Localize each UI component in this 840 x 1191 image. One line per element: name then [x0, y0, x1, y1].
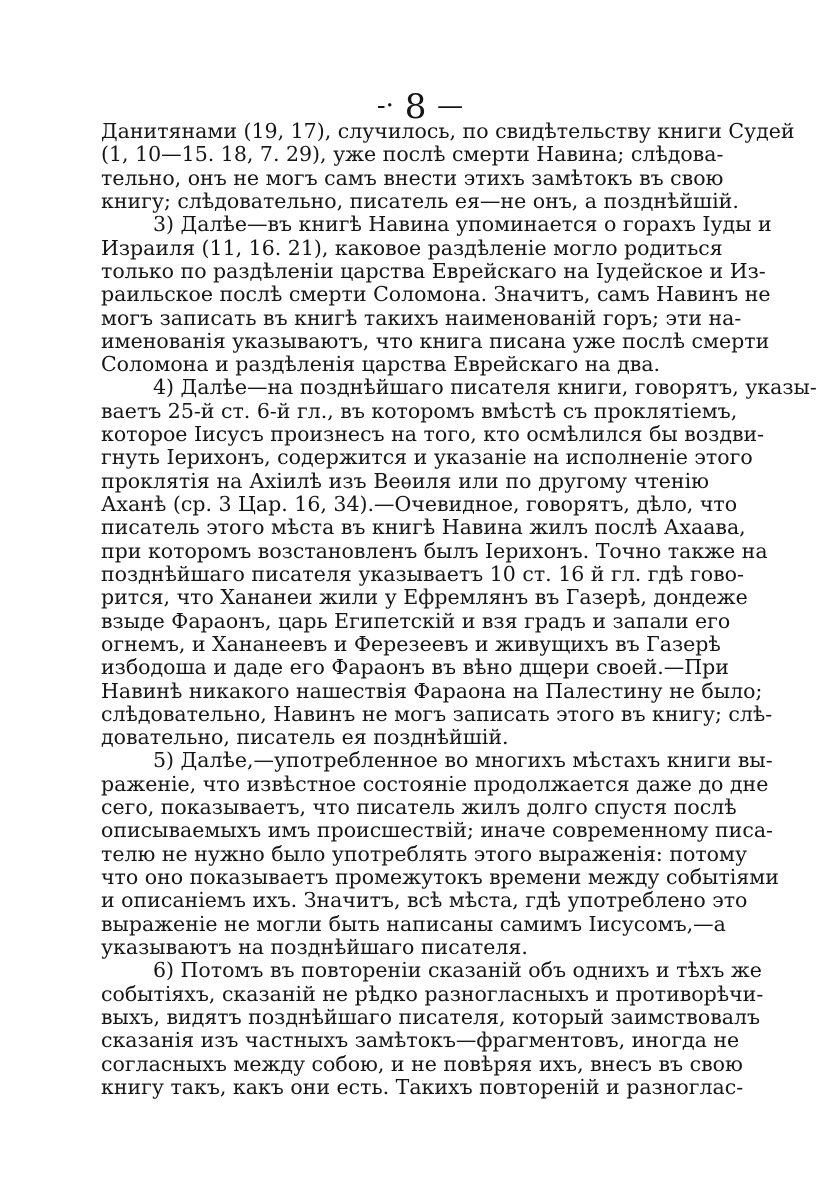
text-line: Навинѣ никакого нашествія Фараона на Палестину не было; [101, 678, 763, 703]
page-number-value: 8 [404, 87, 427, 127]
text-line: Аханѣ (ср. 3 Цар. 16, 34).—Очевидное, говорятъ, дѣло, что [101, 492, 738, 516]
text-line: которое Іисусъ произнесъ на того, кто осмѣлился бы воздви- [101, 422, 765, 447]
text-line: выраженіе не могли быть написаны самимъ Іисусомъ,—а [101, 911, 726, 936]
text-line: гнуть Іерихонъ, содержится и указаніе на исполненіе этого [101, 445, 753, 470]
text-line: (1, 10—15. 18, 7. 29), уже послѣ смерти Навина; слѣдова- [101, 142, 724, 167]
text-line: взыде Фараонъ, царь Египетскій и взя градъ и запали его [101, 608, 731, 633]
text-line: Соломона и раздѣленія царства Еврейскаго на два. [101, 352, 661, 377]
text-line: книгу такъ, какъ они есть. Такихъ повтореній и разноглас- [101, 1074, 744, 1099]
text-line: именованія указываютъ, что книга писана уже послѣ смерти [101, 328, 770, 353]
text-line: сего, показываетъ, что писатель жилъ долго спустя послѣ [101, 795, 737, 820]
text-line: описываемыхъ имъ происшествій; иначе современному писа- [101, 818, 773, 843]
text-line: только по раздѣленіи царства Еврейскаго на Іудейское и Из- [101, 258, 766, 283]
text-line: писатель этого мѣста въ книгѣ Навина жилъ послѣ Ахаава, [101, 515, 746, 540]
text-line: избодоша и даде его Фараонъ въ вѣно дщери своей.—При [101, 655, 729, 680]
text-line: что оно показываетъ промежутокъ времени между событіями [101, 865, 779, 889]
text-line: довательно, писатель ея позднѣйшій. [101, 725, 509, 750]
text-line: 6) Потомъ въ повтореніи сказаній объ однихъ и тѣхъ же [153, 958, 762, 983]
text-line: позднѣйшаго писателя указываетъ 10 ст. 16 й гл. гдѣ гово- [101, 561, 744, 586]
text-line: 4) Далѣе—на позднѣйшаго писателя книги, говорятъ, указы- [153, 375, 817, 400]
text-line: событіяхъ, сказаній не рѣдко разногласныхъ и противорѣчи- [101, 981, 764, 1006]
page-number-dash-right: — [437, 91, 464, 121]
text-line: раженіе, что извѣстное состояніе продолжается даже до дне [101, 771, 769, 796]
text-line: согласныхъ между собою, и не повѣряя ихъ, внесъ въ свою [101, 1051, 743, 1076]
text-line: слѣдовательно, Навинъ не могъ записать этого въ книгу; слѣ- [101, 701, 773, 726]
text-line: огнемъ, и Хананеевъ и Ферезеевъ и живущихъ въ Газерѣ [101, 631, 721, 656]
text-line: проклятія на Ахіилѣ изъ Веѳиля или по другому чтенію [101, 468, 709, 493]
text-line: и описаніемъ ихъ. Значитъ, всѣ мѣста, гдѣ употреблено это [101, 888, 748, 913]
text-line: 5) Далѣе,—употребленное во многихъ мѣстахъ книги вы- [153, 748, 773, 773]
text-line: 3) Далѣе—въ книгѣ Навина упоминается о горахъ Іуды и [153, 212, 772, 237]
text-line: ваетъ 25-й ст. 6-й гл., въ которомъ вмѣстѣ съ проклятіемъ, [101, 398, 738, 423]
text-line: раильское послѣ смерти Соломона. Значитъ, самъ Навинъ не [101, 282, 771, 307]
page-body-text [101, 119, 817, 1099]
text-line: выхъ, видятъ позднѣйшаго писателя, который заимствовалъ [101, 1004, 761, 1029]
text-line: телю не нужно было употреблять этого выраженія: потому [101, 841, 748, 866]
text-line: Данитянами (19, 17), случилось, по свидѣтельству книги Судей [101, 119, 795, 143]
page-number-dash-left: -· [376, 91, 394, 121]
text-line: при которомъ возстановленъ былъ Іерихонъ. Точно также на [101, 538, 768, 563]
text-line: Израиля (11, 16. 21), каковое раздѣленіе могло родиться [101, 235, 723, 260]
text-line: рится, что Хананеи жили у Ефремлянъ въ Газерѣ, дондеже [101, 585, 748, 610]
text-line: книгу; слѣдовательно, писатель ея—не онъ, а позднѣйшій. [101, 188, 739, 213]
text-line: тельно, онъ не могъ самъ внести этихъ замѣтокъ въ свою [101, 165, 724, 190]
text-line: могъ записать въ книгѣ такихъ наименованій горъ; эти на- [101, 305, 742, 330]
text-line: сказанія изъ частныхъ замѣтокъ—фрагментовъ, иногда не [101, 1028, 740, 1053]
text-line: указываютъ на позднѣйшаго писателя. [101, 934, 528, 959]
